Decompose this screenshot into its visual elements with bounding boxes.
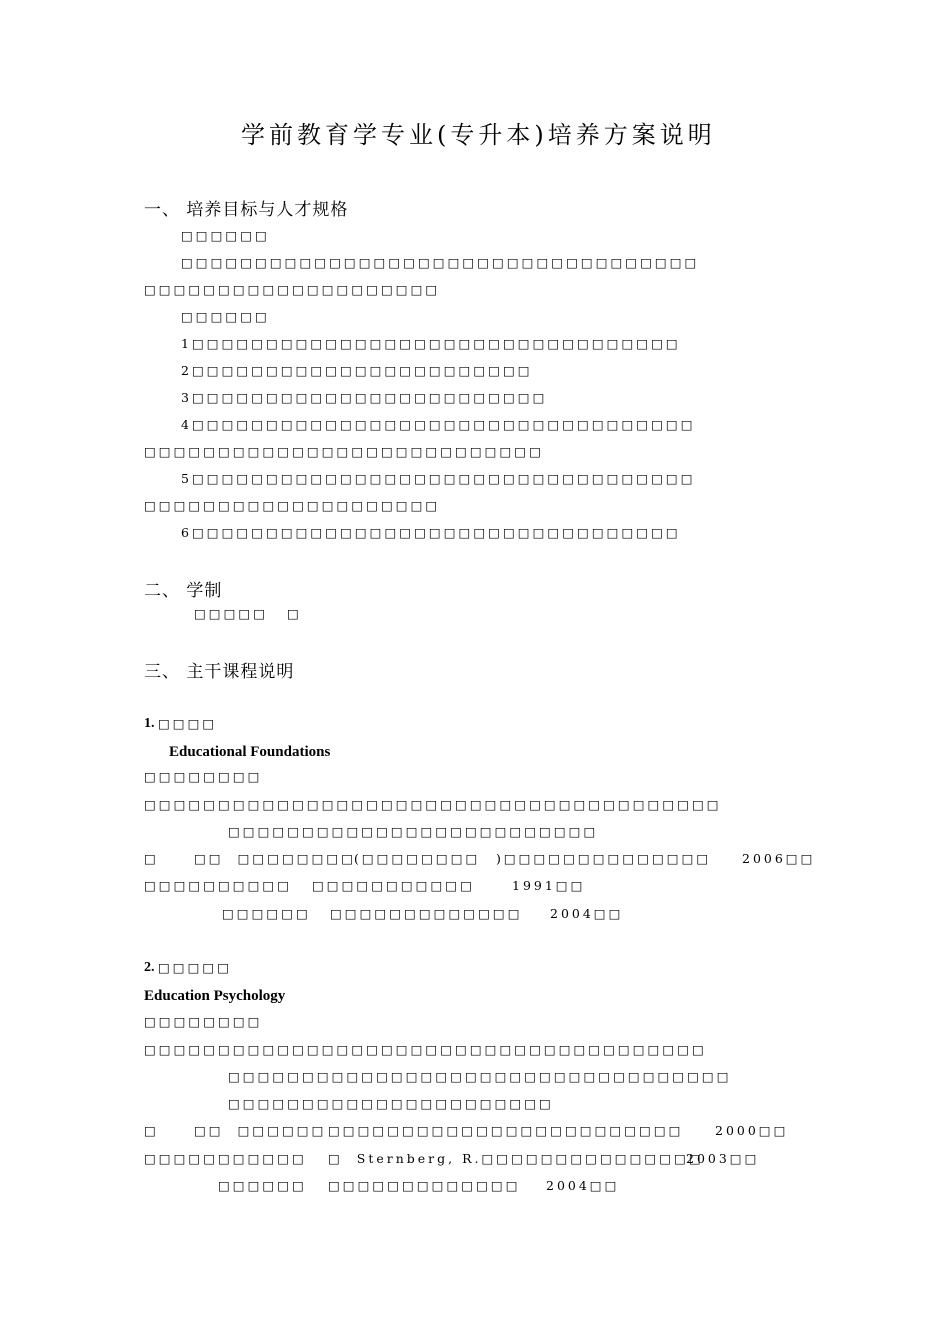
course-title-en: Education Psychology — [144, 988, 286, 1004]
subheading: □□□□□□ — [181, 309, 270, 324]
course-description: □□□□□□□□□□□□□□□□□□□□□□□□□□□□□□□□□□□□□□□ — [144, 797, 722, 812]
subheading: □□□□□□ — [181, 228, 270, 243]
list-item: 5□□□□□□□□□□□□□□□□□□□□□□□□□□□□□□□□□□ — [181, 471, 696, 486]
reference-line: □□□□□□□□□□□ — [312, 878, 475, 893]
reference-year: 2003□□ — [686, 1151, 760, 1166]
list-item-continued: □□□□□□□□□□□□□□□□□□□□□□□□□□□ — [144, 444, 544, 459]
reference-line: □□□□□□ — [218, 1178, 307, 1193]
schooling-text: □ — [287, 606, 302, 621]
list-item: 3□□□□□□□□□□□□□□□□□□□□□□□□ — [181, 390, 548, 405]
reference-line: □ — [144, 1123, 159, 1138]
course-title-en: Educational Foundations — [169, 744, 331, 760]
reference-line: □□□□□□□□□□□□□ — [328, 1178, 521, 1193]
course-description: □□□□□□□□□□□□□□□□□□□□□□□□□□□□□□□□□□ — [228, 1069, 732, 1084]
section-heading-1: 一、 培养目标与人才规格 — [144, 200, 349, 220]
list-item: 1□□□□□□□□□□□□□□□□□□□□□□□□□□□□□□□□□ — [181, 336, 681, 351]
paragraph-line: □□□□□□□□□□□□□□□□□□□□ — [144, 282, 441, 297]
course-description: □□□□□□□□□□□□□□□□□□□□□□□□□□□□□□□□□□□□□□ — [144, 1042, 707, 1057]
reference-line: □ — [144, 851, 159, 866]
course-title-cn: □□□□□ — [158, 960, 233, 975]
reference-line: □□□□□ — [144, 878, 219, 893]
section-heading-3: 三、 主干课程说明 — [144, 662, 295, 682]
course-label: □□□□□□□□ — [144, 1014, 263, 1029]
reference-line: □□□□□ — [218, 878, 293, 893]
course-description: □□□□□□□□□□□□□□□□□□□□□□ — [228, 1096, 554, 1111]
list-item: 4□□□□□□□□□□□□□□□□□□□□□□□□□□□□□□□□□□ — [181, 417, 696, 432]
reference-year: 2000□□ — [715, 1123, 789, 1138]
reference-line: □□□□□ — [144, 1151, 219, 1166]
reference-line: (□□□□□□□□ — [354, 851, 481, 866]
page-title: 学前教育学专业(专升本)培养方案说明 — [241, 121, 716, 149]
course-title-cn: □□□□ — [158, 716, 218, 731]
reference-line: □□ □□□□□□□□ — [194, 851, 357, 866]
schooling-text: □□□□□ — [194, 606, 269, 621]
reference-year: 1991□□ — [512, 878, 586, 893]
course-number: 2. — [144, 960, 155, 975]
course-description: □□□□□□□□□□□□□□□□□□□□□□□□□ — [228, 824, 599, 839]
reference-line: □□□□□□ — [222, 906, 311, 921]
reference-line: □□□□□□□□□□□□□□□□□□□□□□□□ — [328, 1123, 684, 1138]
reference-line: □□□□□□ — [218, 1151, 307, 1166]
course-number: 1. — [144, 716, 155, 731]
reference-line: □□□□□□□□□□□□□ — [330, 906, 523, 921]
reference-year: 2004□□ — [550, 906, 624, 921]
paragraph-line: □□□□□□□□□□□□□□□□□□□□□□□□□□□□□□□□□□□ — [181, 255, 700, 270]
reference-line: □□ □□□□□□ — [194, 1123, 327, 1138]
list-item: 6□□□□□□□□□□□□□□□□□□□□□□□□□□□□□□□□□ — [181, 525, 681, 540]
list-item: 2□□□□□□□□□□□□□□□□□□□□□□□ — [181, 363, 533, 378]
reference-line: )□□□□□□□□□□□□□□ — [496, 851, 712, 866]
reference-line: □ Sternberg, R.□□□□□□□□□□□□□□□ — [328, 1151, 704, 1166]
reference-year: 2004□□ — [546, 1178, 620, 1193]
list-item-continued: □□□□□□□□□□□□□□□□□□□□ — [144, 498, 441, 513]
section-heading-2: 二、 学制 — [144, 581, 223, 601]
reference-year: 2006□□ — [742, 851, 816, 866]
course-label: □□□□□□□□ — [144, 769, 263, 784]
